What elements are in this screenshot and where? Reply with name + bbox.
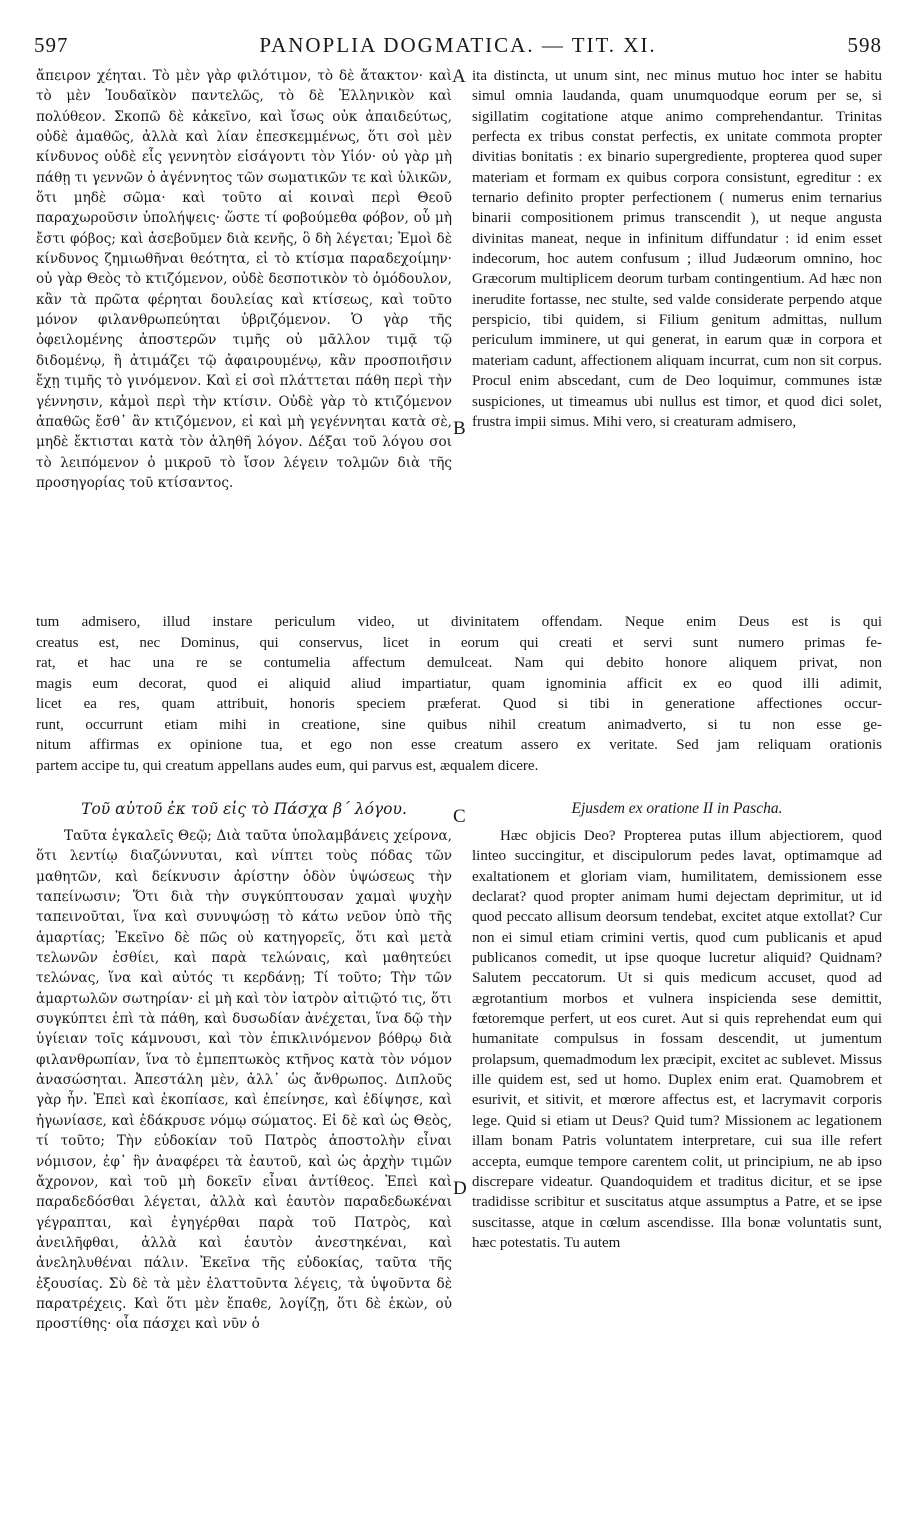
latin-text-top: ita distincta, ut unum sint, nec minus mutuo hoc inter se habitu simul omnia laudanda, quam unumquodque eorum per se, si sigillatim cogitatione atque animo comprehendantur. Trinitas perfecta ex tribus constat perfectis, ex unitate commota propter divitias bonitatis : ex binario supergrediente, propterea quod super materiam et formam ex quibus corpora consistunt, egreditur : ex ternario definito propter perfectionem ( numerus enim ternarius binarii compositionem primus transcendit ), ut neque angusta divinitas maneat, neque in infinitum diffundatur : id enim esset indecorum, hoc autem confusum ; illud Judæorum omnino, hoc Græcorum multiplicem deorum turbam contingentium. Ad hæc non inerudite fortasse, nec stulte, sed valde considerate perpendo atque perspicio, tibi quidem, si Filium genitum admittas, nullum periculum imminere, ut qui generat, in earum quæ in corpora et materiam cadunt, affectionem aliquam incurrat, cum non sit corpus. Procul enim abscedant, cum de Deo loquimur, communes istæ suspiciones, ut timeamus ubi nullus est timor, et quod dici solet, frustra impii simus. Mihi vero, si creaturam admisero, (472, 68, 882, 430)
greek-column-top (36, 66, 452, 606)
margin-marker-a: A (452, 66, 466, 87)
latin-section-heading: Ejusdem ex oratione II in Pascha. (571, 800, 783, 817)
full-line: partem accipe tu, qui creatum appellans audes eum, qui parvus est, æqualem dicere. (36, 757, 539, 774)
running-title: PANOPLIA DOGMATICA. — TIT. XI. (259, 32, 657, 57)
latin-column-bottom (472, 826, 882, 1526)
page-number-right: 598 (847, 32, 882, 57)
full-line: licet ea res, quam attribuit, honoris speciem præferat. Quod si tibi in generatione affectiones occur- (36, 696, 882, 712)
full-line: creatus est, nec Dominus, qui conservus, licet in eorum qui creati et servi sunt numero primas fe- (36, 634, 882, 651)
latin-text-bottom: Hæc objicis Deo? Propterea putas illum abjectiorem, quod linteo succingitur, et discipulorum pedes lavat, optimamque ad exaltationem et gloriam viam, humilitatem, demissionem esse declarat? quod propter animam humi dejectam deprimitur, ut id quod peccato allisum deorsum tendebat, excitet atque extollat? Cur non ei simul etiam crimini vertis, quod cum publicanis et apud publicanos comedit, ut ipse quoque lucretur aliquid? Quidnam? Salutem peccatorum. Ut si quis medicum accuset, quod ad ægrotantium morbos et vulnera inspicienda sese demittit, fœtoremque perfert, ut eos curet. Aut si quis reprehendat eum qui humanitate compulsus in fossam descendit, ut jumentum prolapsum, quemadmodum lex præcipit, excitet ac sublevet. Missus ille quidem est, sed ut homo. Duplex enim erat. Quamobrem et esurivit, et sitivit, et mœrore affectus est, et lacrymavit corporis lege. Quid si etiam ut Deus? Quid tum? Missionem ac legationem illam bonam Patris voluntatem interpretare, cui sua ille refert accepta, eumque tempore carentem colit, ut principium, ne ab ipso discrepare videatur. Quandoquidem et traditus dicitur, et se ipse tradidisse scribitur et suscitatus atque assumptus a Patre, et se ipse suscitasse, atque in cœlum ascendisse. Illa bonæ voluntatis sunt, hæc potestatis. Tu autem (472, 828, 882, 1251)
margin-marker-d: D (453, 1178, 467, 1199)
full-line: tum admisero, illud instare periculum video, ut divinitatem offendam. Neque enim Deus est is qui (36, 614, 882, 630)
greek-text-bottom: Ταῦτα ἐγκαλεῖς Θεῷ; Διὰ ταῦτα ὑπολαμβάνεις χείρονα, ὅτι λεντίῳ διαζώννυται, καὶ νίπτει τοὺς πόδας τῶν μαθητῶν, καὶ δείκνυσιν ἀρίστην ὁδὸν ὑψώσεως τὴν ταπείνωσιν; Ὅτι διὰ τὴν συγκύπτουσαν χαμαὶ ψυχὴν ταπεινοῦται, ἵνα καὶ συνυψώσῃ τὸ κάτω νεῦον ὑπὸ τῆς ἁμαρτίας; Ἐκεῖνο δὲ πῶς οὐ κατηγορεῖς, ὅτι καὶ μετὰ τελωνῶν ἐσθίει, καὶ παρὰ τελώναις, καὶ μαθητεύει τελώνας, ἵνα καὶ αὐτός τι κερδάνῃ; Τί τοῦτο; Τὴν τῶν ἁμαρτωλῶν σωτηρίαν· εἰ μὴ καὶ τὸν ἰατρὸν αἰτιῷτό τις, ὅτι συγκύπτει ἐπὶ τὰ πάθη, καὶ δυσωδίαν ἀνέχεται, ἵνα δῷ τὴν ὑγίειαν τοῖς κάμνουσι, καὶ τὸν ἐπικλινόμενον βόθρῳ διὰ φιλανθρωπίαν, ἵνα τὸ ἐμπεπτωκὸς κτῆνος κατὰ τὸν νόμον ἀνασώσηται. Ἀπεστάλη μὲν, ἀλλ᾽ ὡς ἄνθρωπος. Διπλοῦς γὰρ ἦν. Ἐπεὶ καὶ ἐκοπίασε, καὶ ἐπείνησε, καὶ ἐδίψησε, καὶ ἠγωνίασε, καὶ ἐδάκρυσε νόμῳ σώματος. Εἰ δὲ καὶ ὡς Θεὸς, τί τοῦτο; Τὴν εὐδοκίαν τοῦ Πατρὸς ἀποστολὴν εἶναι νόμισον, ἐφ᾽ ἣν ἀναφέρει τὰ ἑαυτοῦ, καὶ ὡς ἀρχὴν τιμῶν ἄχρονον, καὶ τοῦ μὴ δοκεῖν εἶναι ἀντίθεος. Ἐπεὶ καὶ παραδεδόσθαι λέγεται, ἀλλὰ καὶ ἑαυτὸν παραδεδωκέναι γέγραπται, καὶ ἐγηγέρθαι παρὰ τοῦ Πατρὸς, καὶ ἀνειλῆφθαι, ἀλλὰ καὶ ἑαυτὸν ἀνεστηκέναι, καὶ ἀνεληλυθέναι πάλιν. Ἐκεῖνα τῆς εὐδοκίας, ταῦτα τῆς ἐξουσίας. Σὺ δὲ τὰ μὲν ἐλαττοῦντα λέγεις, τὰ ὑψοῦντα δὲ παρατρέχεις. Καὶ ὅτι μὲν ἔπαθε, λογίζῃ, ὅτι δὲ ἑκὼν, οὐ προστίθης· οἷα πάσχει καὶ νῦν ὁ (36, 828, 452, 1333)
full-line: magis eum decorat, quod ei aliquid aliud impartiatur, quam ignominia afficit ex eo quod illi adimit, (36, 675, 882, 692)
full-line: nitum affirmas ex opinione tua, et ego non esse creatum assero ex veritate. Sed jam reliquam orationis (36, 737, 882, 753)
greek-column-bottom (36, 826, 452, 1526)
greek-section-heading: Τοῦ αὐτοῦ ἐκ τοῦ εἰς τὸ Πάσχα β΄ λόγου. (81, 800, 407, 818)
margin-marker-b: B (453, 418, 466, 439)
running-header (34, 32, 882, 58)
margin-marker-c: C (453, 806, 466, 827)
full-line: rat, et hac una re se contumelia affectum demulceat. Nam qui debito honore aliquem privat, non (36, 655, 882, 671)
latin-column-top (472, 66, 882, 606)
page-number-left: 597 (34, 32, 69, 57)
full-line: runt, occurrunt etiam mihi in creatione, sine quibus nihil creatum animadverto, si tu non esse ge- (36, 716, 882, 733)
latin-full-width-block (36, 612, 882, 776)
greek-text-top: ἄπειρον χέηται. Τὸ μὲν γὰρ φιλότιμον, τὸ δὲ ἄτακτον· καὶ τὸ μὲν Ἰουδαϊκὸν παντελῶς, τὸ δὲ Ἑλληνικὸν καὶ πολύθεον. Σκοπῶ δὲ κἀκεῖνο, καὶ ἴσως οὐκ ἀπαιδεύτως, οὐδὲ ἀμαθῶς, ἀλλὰ καὶ λίαν ἐπεσκεμμένως, ὅτι σοὶ μὲν κίνδυνος οὐδὲ εἷς γεννητὸν εἰσάγοντι τὸν Υἱόν· οὐ γὰρ μὴ πάθῃ τι γεννῶν ὁ ἀγέννητος τῶν σωματικῶν τε καὶ ὑλικῶν, ὅτι μηδὲ σῶμα· καὶ τοῦτο αἱ κοιναὶ περὶ Θεοῦ παραχωροῦσιν ὑπολήψεις· ὥστε τί φοβούμεθα φόβον, οὗ μὴ ἔστι φόβος; καὶ ἀσεβοῦμεν διὰ κενῆς, ὃ δὴ λέγεται; Ἐμοὶ δὲ κίνδυνος ζημιωθῆναι θεότητα, εἰ τὸ κτίσμα παραδεχοίμην· οὐ γὰρ Θεὸς τὸ κτιζόμενον, οὐδὲ δεσποτικὸν τὸ ὁμόδουλον, κἂν τὰ πρῶτα φέρηται δουλείας καὶ κτίσεως, καὶ τοῦτο μόνον φιλανθρωπεύηται ὑβριζόμενον. Ὁ γὰρ τῆς ὀφειλομένης ἀποστερῶν τιμῆς οὐ μᾶλλον τιμᾷ τῷ διδομένῳ, ἢ ἀτιμάζει τῷ ἀφαιρουμένῳ, κἂν προσποιῆσιν ἔχῃ τιμῆς τὸ γινόμενον. Καὶ εἰ σοὶ πλάττεται πάθη περὶ τὴν γέννησιν, κἀμοὶ περὶ τὴν κτίσιν. Οὐδὲ γὰρ τὸ κτιζόμενον ἀπαθῶς ἔσθ᾽ ἂν κτιζόμενον, εἰ καὶ μὴ γεγέννηται κατὰ σὲ, μηδὲ ἔκτισται κατὰ τὸν ἀληθῆ λόγον. Δέξαι τοῦ λόγου σοι τὸ λειπόμενον ὁ μικροῦ τὸ ἴσον λέγειν τολμῶν διὰ τῆς προσηγορίας τοῦ κτίσαντος. (36, 68, 452, 491)
